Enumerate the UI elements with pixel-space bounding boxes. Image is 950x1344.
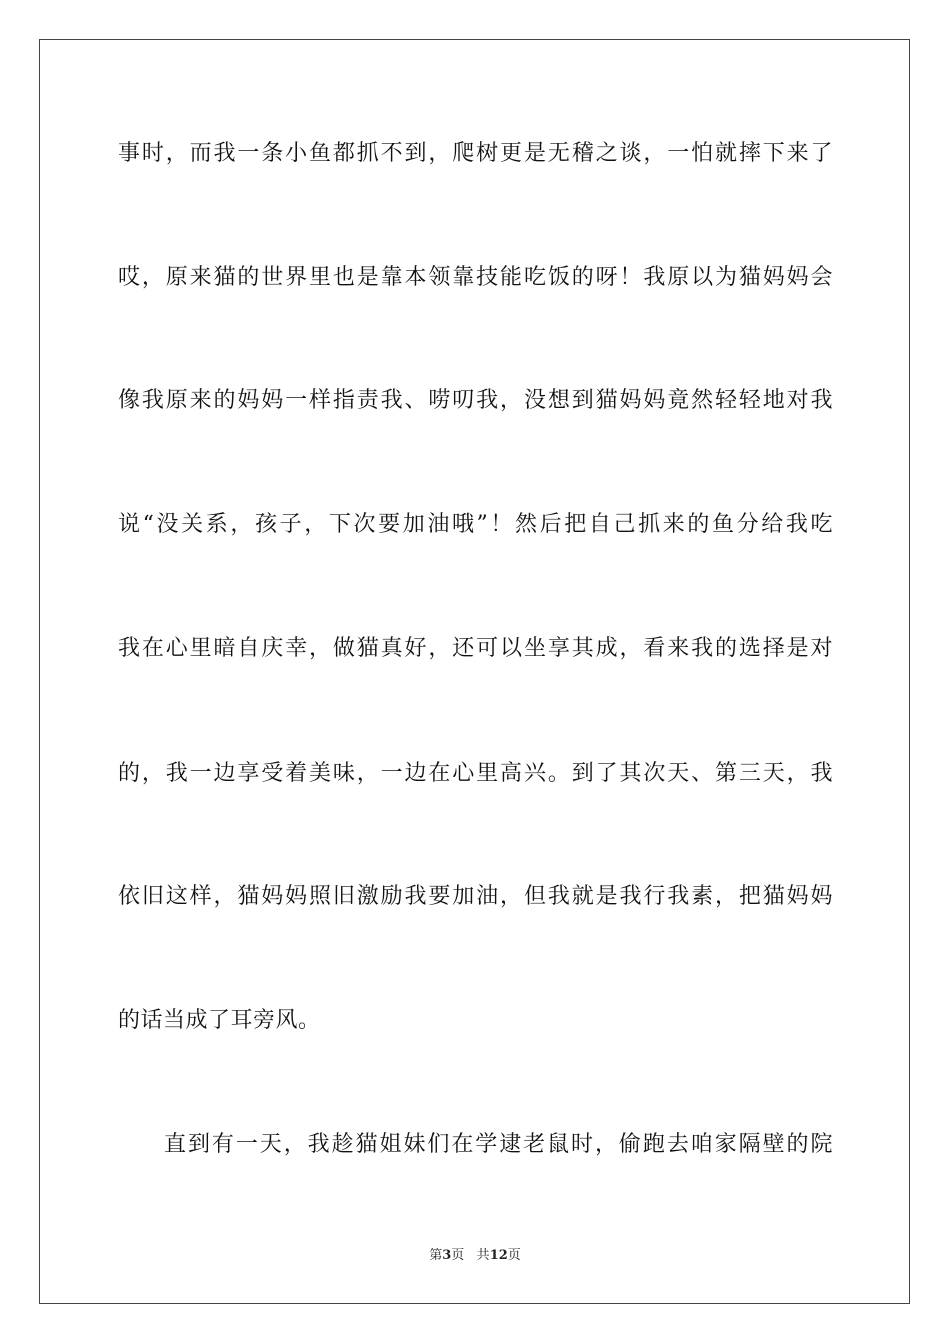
paragraph-line-8: 的话当成了耳旁风。 (118, 1008, 321, 1033)
paragraph-line-9: 直到有一天，我趁猫姐妹们在学逮老鼠时，偷跑去咱家隔壁的院 (164, 1132, 833, 1157)
paragraph-line-4: 说“没关系，孩子，下次要加油哦”！然后把自己抓来的鱼分给我吃 (118, 512, 833, 537)
page-number: 3 (442, 1248, 452, 1263)
page-footer (0, 1248, 950, 1264)
paragraph-line-5: 我在心里暗自庆幸，做猫真好，还可以坐享其成，看来我的选择是对 (118, 636, 833, 661)
total-pages: 12 (489, 1248, 508, 1263)
paragraph-line-1: 事时，而我一条小鱼都抓不到，爬树更是无稽之谈，一怕就摔下来了 (118, 141, 833, 166)
page-border (39, 39, 910, 1304)
total-prefix: 共 (476, 1248, 490, 1263)
paragraph-line-7: 依旧这样，猫妈妈照旧激励我要加油，但我就是我行我素，把猫妈妈 (118, 884, 833, 909)
page-suffix: 页 (451, 1248, 465, 1263)
paragraph-line-6: 的，我一边享受着美味，一边在心里高兴。到了其次天、第三天，我 (118, 761, 833, 786)
paragraph-line-2: 哎，原来猫的世界里也是靠本领靠技能吃饭的呀！我原以为猫妈妈会 (118, 265, 833, 290)
page-prefix: 第 (429, 1248, 443, 1263)
paragraph-line-3: 像我原来的妈妈一样指责我、唠叨我，没想到猫妈妈竟然轻轻地对我 (118, 388, 833, 413)
total-suffix: 页 (507, 1248, 521, 1263)
